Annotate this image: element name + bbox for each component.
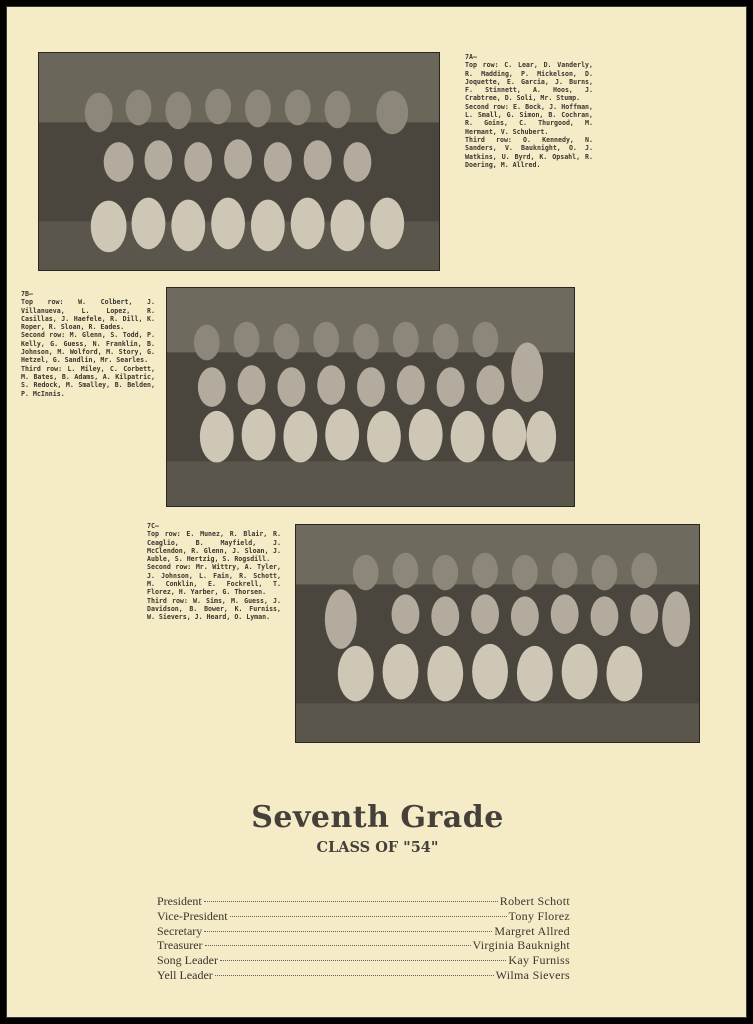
page-subtitle: CLASS OF "54" xyxy=(316,839,439,856)
officer-role: Secretary xyxy=(157,923,203,938)
class-7b-top-row: Top row: W. Colbert, J. Villanueva, L. Lopez, R. Casillas, J. Haefele, R. Dill, K. Roper, R. Sloan, R. Eades. xyxy=(21,298,155,332)
yearbook-page xyxy=(6,6,747,1018)
officer-name: Tony Florez xyxy=(508,908,570,923)
officer-name: Kay Furniss xyxy=(508,953,570,968)
class-7a-label: 7A— xyxy=(465,53,477,61)
officer-role: Yell Leader xyxy=(157,967,213,982)
dot-leader xyxy=(204,901,498,902)
officer-row-secretary xyxy=(157,924,570,939)
dot-leader xyxy=(230,916,507,917)
page-title: Seventh Grade xyxy=(251,800,504,835)
class-7c-label: 7C— xyxy=(147,522,159,530)
officer-role: Song Leader xyxy=(157,953,218,968)
class-7a-photo xyxy=(38,52,440,271)
class-7a-third-row: Third row: O. Kennedy, N. Sanders, V. Bauknight, O. J. Watkins, U. Byrd, K. Opsahl, R. Doering, M. Allred. xyxy=(465,135,593,169)
class-7c-third-row: Third row: W. Sims, M. Guess, J. Davidson, B. Bower, K. Furniss, W. Sievers, J. Heard, O. Lyman. xyxy=(147,596,281,622)
dot-leader xyxy=(204,931,492,932)
class-7a-caption xyxy=(465,53,593,169)
officer-role: President xyxy=(157,894,202,908)
class-7c-second-row: Second row: Mr. Wittry, A. Tyler, J. Johnson, L. Fain, R. Schott, M. Conklin, E. Fockrell, T. Florez, H. Yarber, G. Thorsen. xyxy=(147,563,281,597)
class-7b-label: 7B— xyxy=(21,290,33,298)
officers-list xyxy=(157,894,570,983)
dot-leader xyxy=(205,945,471,946)
class-7b-second-row: Second row: M. Glenn, S. Todd, P. Kelly, G. Guess, N. Franklin, B. Johnson, M. Wolford, M. Story, G. Hetzel, G. Sandlin, Mr. Searles. xyxy=(21,331,155,365)
class-7a-second-row: Second row: E. Bock, J. Hoffman, L. Small, G. Simon, B. Cochran, R. Goins, C. Thurgood, M. Hermant, V. Schubert. xyxy=(465,102,593,136)
officer-row-song-leader xyxy=(157,953,570,968)
class-7c-photo xyxy=(295,524,700,743)
officer-name: Robert Schott xyxy=(499,894,570,908)
officer-name: Virginia Bauknight xyxy=(472,938,570,953)
class-7c-top-row: Top row: E. Munez, R. Blair, R. Ceaglio, B. Mayfield, J. McClendon, R. Glenn, J. Sloan, J. Auble, S. Hertzig, S. Rogsdill. xyxy=(147,530,281,564)
officer-row-treasurer xyxy=(157,938,570,953)
officer-role: Vice-President xyxy=(157,908,228,923)
officer-row-president xyxy=(157,894,570,909)
dot-leader xyxy=(215,975,494,976)
officer-role: Treasurer xyxy=(157,938,203,953)
class-7b-third-row: Third row: L. Miley, C. Corbett, M. Bates, B. Adams, A. Kilpatric, S. Redock, M. Smalley, B. Belden, P. McInnis. xyxy=(21,364,155,398)
class-7b-photo xyxy=(166,287,575,507)
officer-row-yell-leader xyxy=(157,968,570,983)
class-7b-caption xyxy=(21,290,155,398)
class-7a-top-row: Top row: C. Lear, D. Vanderly, R. Madding, P. Mickelson, D. Joquette, E. Garcia, J. Burns, F. Stinnett, A. Hoos, J. Crabtree, D. Soli, Mr. Stump. xyxy=(465,61,593,103)
dot-leader xyxy=(220,960,506,961)
officer-name: Wilma Sievers xyxy=(495,967,570,982)
officer-name: Margret Allred xyxy=(494,923,570,938)
class-7c-caption xyxy=(147,522,281,622)
officer-row-vice-president xyxy=(157,909,570,924)
